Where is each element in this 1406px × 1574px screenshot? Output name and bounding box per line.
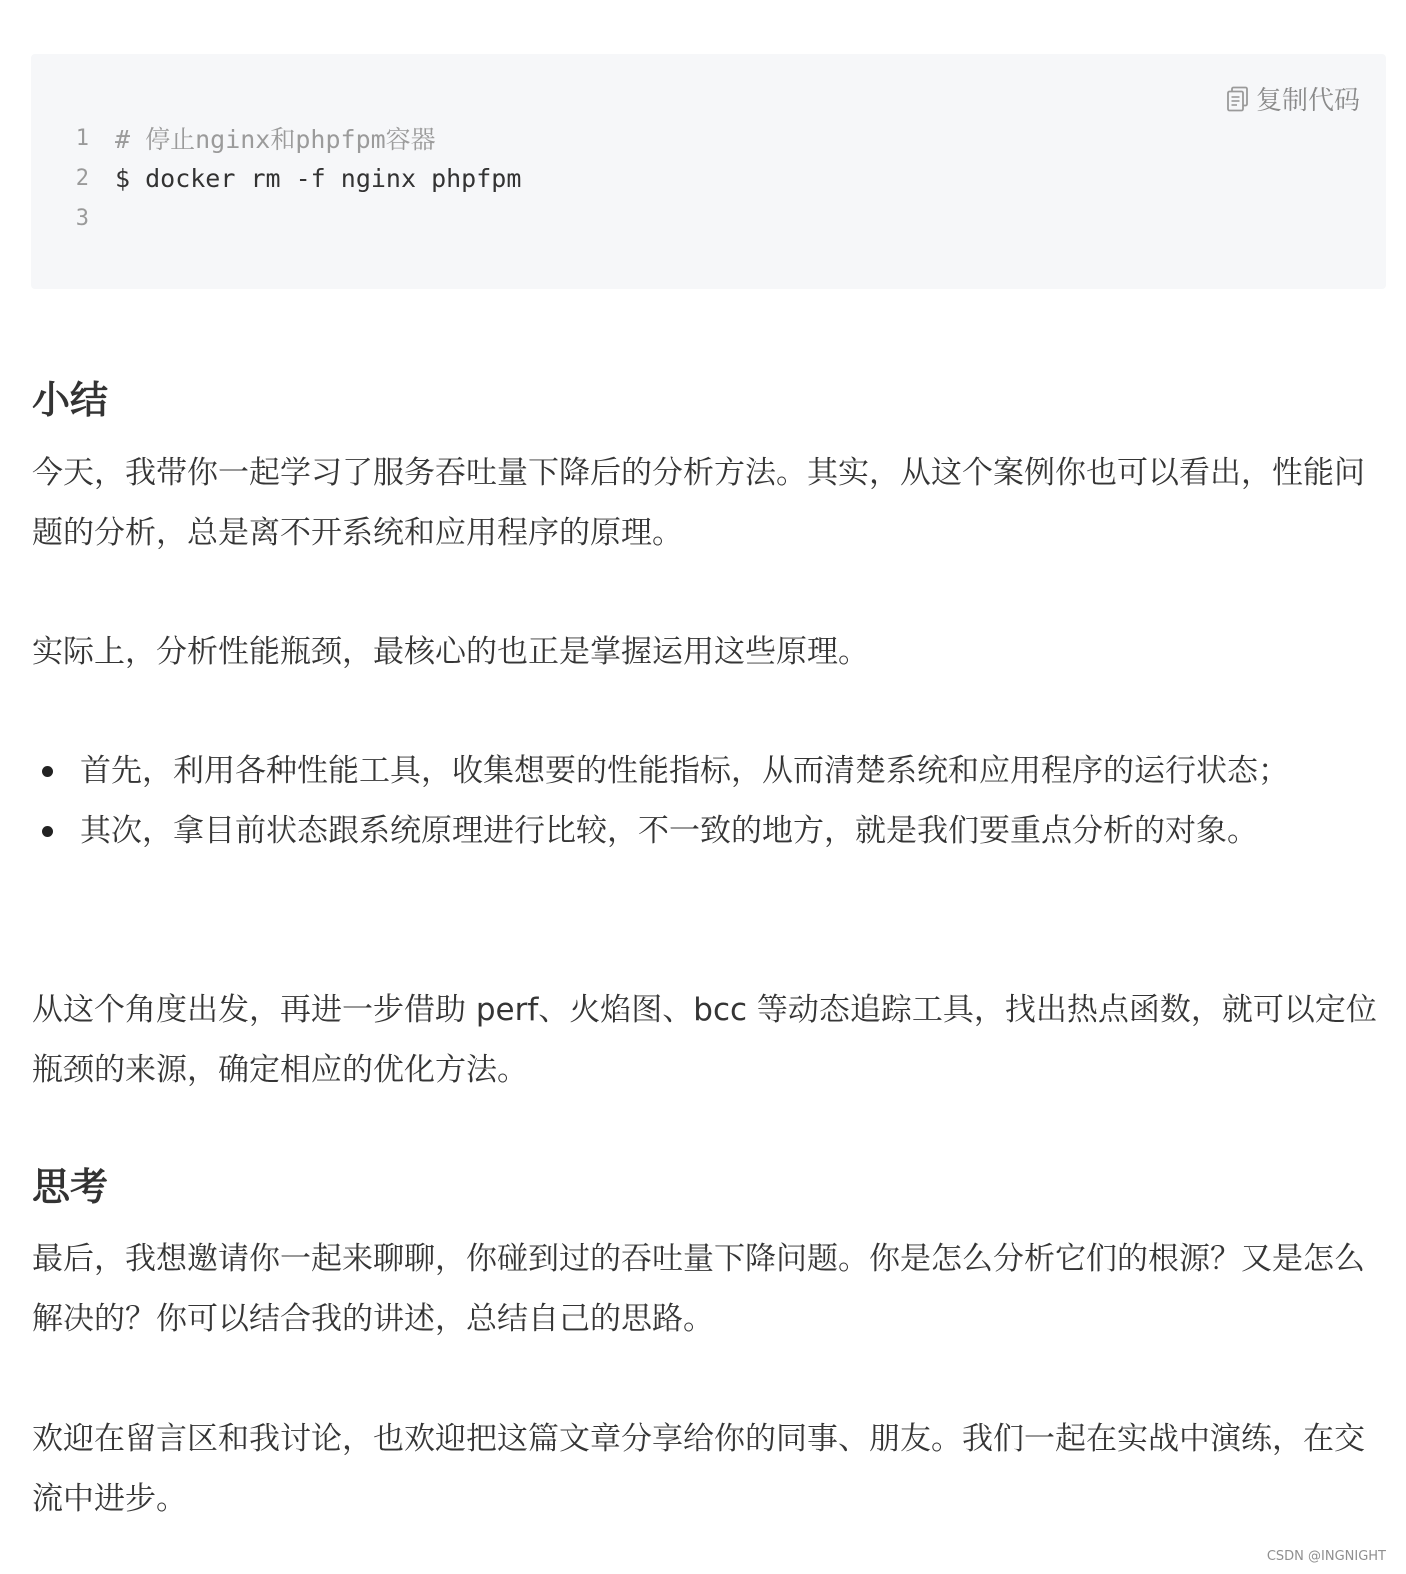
line-number: 2 bbox=[75, 165, 89, 191]
copy-code-label: 复制代码 bbox=[1255, 86, 1360, 116]
code-line bbox=[31, 198, 1386, 238]
list-item-text: 首先，利用各种性能工具，收集想要的性能指标，从而清楚系统和应用程序的运行状态； bbox=[80, 753, 1289, 789]
code-line bbox=[31, 158, 1386, 198]
list-item bbox=[32, 801, 1386, 861]
bullet-dot-icon bbox=[42, 766, 53, 777]
summary-heading: 小结 bbox=[32, 378, 109, 422]
copy-document-icon bbox=[1226, 86, 1250, 112]
csdn-watermark: CSDN @INGNIGHT bbox=[1266, 1549, 1386, 1564]
think-paragraph-2: 欢迎在留言区和我讨论，也欢迎把这篇文章分享给你的同事、朋友。我们一起在实战中演练，在交流中进步。 bbox=[32, 1421, 1365, 1517]
think-heading: 思考 bbox=[32, 1165, 109, 1209]
code-comment: # 停止nginx和phpfpm容器 bbox=[115, 125, 436, 154]
line-number: 1 bbox=[75, 125, 89, 151]
bullet-dot-icon bbox=[42, 826, 53, 837]
summary-paragraph-2: 实际上，分析性能瓶颈，最核心的也正是掌握运用这些原理。 bbox=[32, 634, 869, 670]
copy-code-button[interactable] bbox=[1226, 80, 1360, 117]
line-number: 3 bbox=[75, 205, 89, 231]
list-item-text: 其次，拿目前状态跟系统原理进行比较，不一致的地方，就是我们要重点分析的对象。 bbox=[80, 813, 1258, 849]
code-line bbox=[31, 118, 1386, 158]
summary-paragraph-1: 今天，我带你一起学习了服务吞吐量下降后的分析方法。其实，从这个案例你也可以看出，性能问题的分析，总是离不开系统和应用程序的原理。 bbox=[32, 455, 1365, 551]
code-block bbox=[31, 54, 1386, 289]
summary-paragraph-3: 从这个角度出发，再进一步借助 perf、火焰图、bcc 等动态追踪工具，找出热点函数，就可以定位瓶颈的来源，确定相应的优化方法。 bbox=[32, 992, 1377, 1088]
think-paragraph-1: 最后，我想邀请你一起来聊聊，你碰到过的吞吐量下降问题。你是怎么分析它们的根源？又是怎么解决的？你可以结合我的讲述，总结自己的思路。 bbox=[32, 1241, 1365, 1337]
code-lines bbox=[31, 118, 1386, 238]
summary-bullet-list bbox=[32, 741, 1386, 861]
code-command: $ docker rm -f nginx phpfpm bbox=[115, 163, 522, 193]
list-item bbox=[32, 741, 1386, 801]
